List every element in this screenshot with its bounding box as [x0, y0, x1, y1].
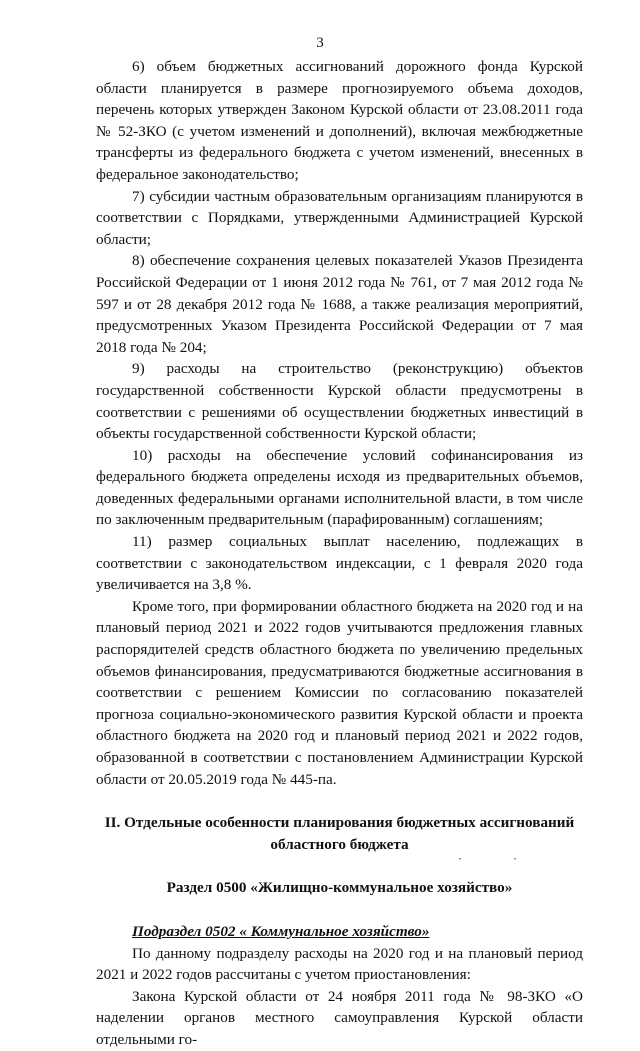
paragraph-subsection-intro: По данному подразделу расходы на 2020 год и на плановый период 2021 и 2022 годов рассчитаны с учетом приостановления:: [96, 944, 583, 984]
scan-dot-mark: •: [514, 857, 517, 863]
paragraph-item-8: 8) обеспечение сохранения целевых показателей Указов Президента Российской Федерации от 1 июня 2012 года № 761, от 7 мая 2012 года № 597 и от 28 декабря 2012 года № 1688, а также реализация мероприятий, предусмотренных Указом Президента Российской Федерации от 7 мая 2018 года № 204;: [96, 252, 583, 356]
paragraph-item-6: 6) объем бюджетных ассигнований дорожного фонда Курской области планируется в размере прогнозируемого объема доходов, перечень которых утвержден Законом Курской области от 23.08.2011 года № 52-ЗКО (с учетом изменений и дополнений), включая межбюджетные трансферты из федерального бюджета с учетом изменений, внесенных в федеральное законодательство;: [96, 58, 583, 183]
subsection-0502-title: Подраздел 0502 « Коммунальное хозяйство»: [132, 922, 430, 940]
paragraph-item-10: 10) расходы на обеспечение условий софинансирования из федерального бюджета определены исходя из предварительных объемов, доведенных федеральными органами исполнительной власти, в том числе по заключенным предварительным (парафированным) соглашениям;: [96, 446, 583, 529]
section-heading-line-2: областного бюджета: [270, 835, 409, 853]
subsection-0502-heading: [96, 921, 583, 943]
paragraph-item-11: 11) размер социальных выплат населению, подлежащих в соответствии с законодательством индексации, с 1 февраля 2020 года увеличивается на 3,8 %.: [96, 533, 583, 594]
paragraph-item-9: 9) расходы на строительство (реконструкцию) объектов государственной собственности Курской области предусмотрены в соответствии с решениями об осуществлении бюджетных инвестиций в объекты государственной собственности Курской области;: [96, 360, 583, 443]
document-body: [96, 56, 583, 1051]
page-number: 3: [316, 35, 324, 51]
paragraph-law-reference: Закона Курской области от 24 ноября 2011 года № 98-ЗКО «О наделении органов местного самоуправления Курской области отдельными го-: [96, 987, 583, 1048]
scan-dot-mark: •: [459, 857, 462, 863]
paragraph-budget-formation: Кроме того, при формировании областного бюджета на 2020 год и на плановый период 2021 и 2022 годов учитываются предложения главных распорядителей средств областного бюджета по увеличению предельных объемов финансирования, предусматриваются бюджетные ассигнования в соответствии с решением Комиссии по согласованию показателей прогноза социально-экономического развития Курской области и проекта областного бюджета на 2020 год и плановый период 2021 и 2022 годов, образованной в соответствии с постановлением Администрации Курской области от 20.05.2019 года № 445-па.: [96, 597, 583, 788]
paragraph-item-7: 7) субсидии частным образовательным организациям планируются в соответствии с Порядками, утвержденными Администрацией Курской области;: [96, 187, 583, 248]
section-heading-line-1: II. Отдельные особенности планирования бюджетных ассигнований: [104, 814, 575, 832]
section-0500-heading: Раздел 0500 «Жилищно-коммунальное хозяйство»: [166, 879, 513, 897]
section-heading: [96, 812, 583, 855]
